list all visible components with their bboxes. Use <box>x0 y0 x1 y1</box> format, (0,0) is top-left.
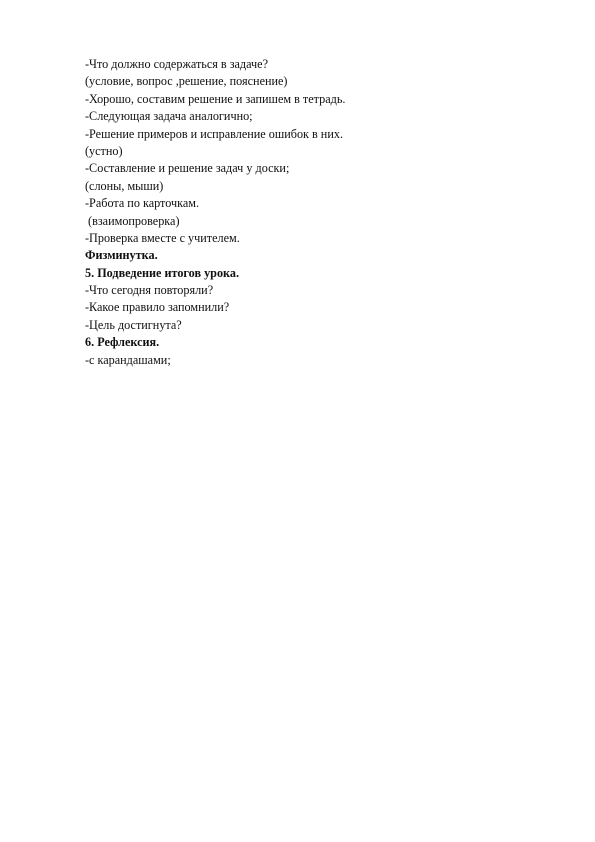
text-line-peer-check: (взаимопроверка) <box>85 213 180 228</box>
text-line-what-repeated: -Что сегодня повторяли? <box>85 283 214 298</box>
text-line-next-task: -Следующая задача аналогично; <box>85 109 253 124</box>
text-line-goal-achieved: -Цель достигнута? <box>85 317 182 332</box>
text-line-orally: (устно) <box>85 143 123 158</box>
text-line-write-solution: -Хорошо, составим решение и запишем в тетрадь. <box>85 91 346 106</box>
heading-lesson-summary: 5. Подведение итогов урока. <box>85 265 240 280</box>
lesson-text-block <box>85 56 525 369</box>
text-line-board-tasks: -Составление и решение задач у доски; <box>85 161 290 176</box>
heading-reflection: 6. Рефлексия. <box>85 335 160 350</box>
text-line-task-parts: (условие, вопрос ,решение, пояснение) <box>85 74 288 89</box>
text-line-elephants-mice: (слоны, мыши) <box>85 178 164 193</box>
text-line-examples-errors: -Решение примеров и исправление ошибок в них. <box>85 126 343 141</box>
text-line-question-task: -Что должно содержаться в задаче? <box>85 57 268 71</box>
text-line-cards-work: -Работа по карточкам. <box>85 196 200 211</box>
text-line-teacher-check: -Проверка вместе с учителем. <box>85 230 240 245</box>
text-line-with-pencils: -с карандашами; <box>85 352 171 367</box>
text-line-rule-remembered: -Какое правило запомнили? <box>85 300 230 315</box>
heading-physical-break: Физминутка. <box>85 248 158 263</box>
